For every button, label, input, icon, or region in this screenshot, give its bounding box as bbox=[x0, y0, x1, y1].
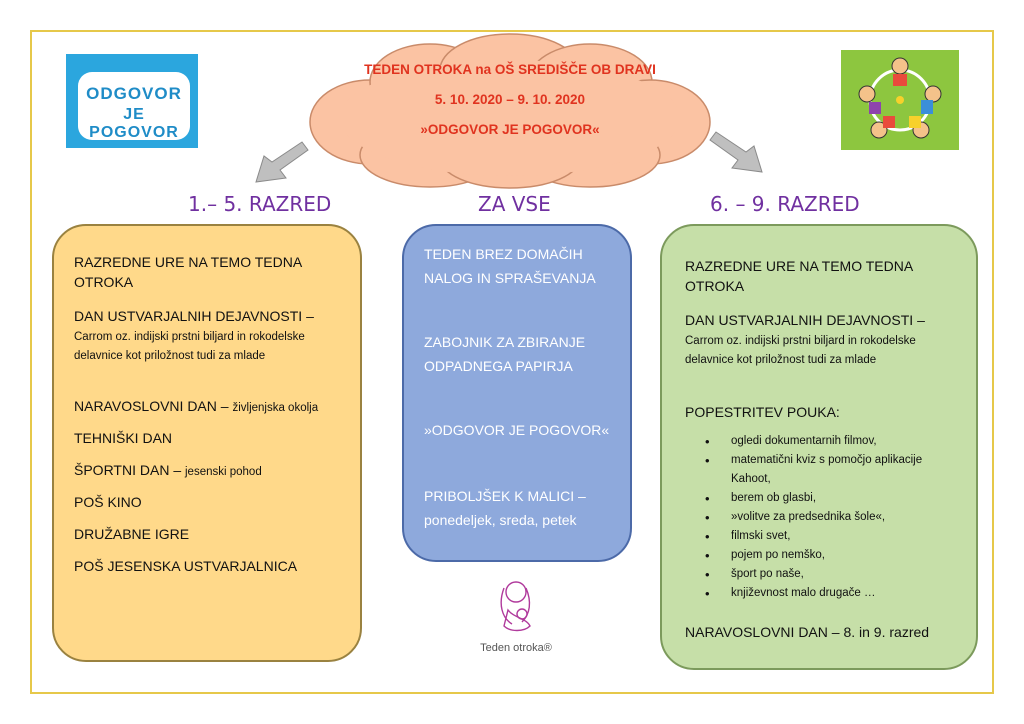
children-circle-icon bbox=[841, 50, 959, 150]
left-item-3-sub: življenjska okolja bbox=[232, 402, 319, 414]
title-cloud bbox=[300, 30, 720, 190]
left-item-3 bbox=[74, 396, 318, 418]
list-item: • matematični kviz s pomočjo aplikacije Kahoot, bbox=[705, 451, 935, 489]
list-item: • berem ob glasbi, bbox=[705, 489, 935, 508]
cloud-shape bbox=[300, 30, 720, 190]
right-item-4: NARAVOSLOVNI DAN – 8. in 9. razred bbox=[685, 624, 930, 640]
middle-item-1: TEDEN BREZ DOMAČIH NALOG IN SPRAŠEVANJA bbox=[424, 246, 596, 286]
left-item-3-main: NARAVOSLOVNI DAN – bbox=[74, 398, 229, 414]
middle-item-3: »ODGOVOR JE POGOVOR« bbox=[424, 422, 610, 438]
heading-grades-1-5: 1.– 5. RAZRED bbox=[188, 192, 332, 216]
popestritev-list bbox=[705, 432, 935, 603]
logo-line-1: ODGOVOR bbox=[86, 84, 182, 103]
right-item-3: POPESTRITEV POUKA: bbox=[685, 404, 840, 420]
list-item: • pojem po nemško, bbox=[705, 546, 935, 565]
cloud-dates: 5. 10. 2020 – 9. 10. 2020 bbox=[434, 92, 586, 107]
left-item-4: TEHNIŠKI DAN bbox=[74, 430, 173, 446]
left-item-2: DAN USTVARJALNIH DEJAVNOSTI – bbox=[74, 308, 314, 324]
left-item-2-sub: Carrom oz. indijski prstni biljard in rokodelske delavnice kot priložnost tudi za mlade bbox=[74, 331, 305, 362]
list-item: • ogledi dokumentarnih filmov, bbox=[705, 432, 935, 451]
down-left-arrow-icon bbox=[250, 136, 310, 186]
left-item-6: POŠ KINO bbox=[74, 494, 142, 510]
heading-grades-6-9: 6. – 9. RAZRED bbox=[710, 192, 860, 216]
left-item-7: DRUŽABNE IGRE bbox=[74, 526, 190, 542]
cloud-slogan: »ODGOVOR JE POGOVOR« bbox=[420, 122, 600, 137]
cloud-title: TEDEN OTROKA na OŠ SREDIŠČE OB DRAVI bbox=[364, 62, 656, 77]
left-item-5 bbox=[74, 460, 262, 482]
list-item: • »volitve za predsednika šole«, bbox=[705, 508, 935, 527]
right-item-2: DAN USTVARJALNIH DEJAVNOSTI – bbox=[685, 312, 925, 328]
logo-line-2: JE POGOVOR bbox=[89, 106, 179, 141]
teden-otroka-caption: Teden otroka® bbox=[480, 642, 552, 654]
list-item: • književnost malo drugače … bbox=[705, 584, 935, 603]
odgovor-logo bbox=[66, 54, 198, 148]
mother-child-icon bbox=[468, 574, 564, 640]
middle-item-2: ZABOJNIK ZA ZBIRANJE ODPADNEGA PAPIRJA bbox=[424, 334, 586, 374]
left-item-5-main: ŠPORTNI DAN – bbox=[74, 462, 182, 478]
list-item: • šport po naše, bbox=[705, 565, 935, 584]
heading-za-vse: ZA VSE bbox=[478, 192, 551, 216]
middle-item-4: PRIBOLJŠEK K MALICI – ponedeljek, sreda, petek bbox=[424, 488, 586, 528]
left-item-5-sub: jesenski pohod bbox=[185, 466, 262, 478]
left-item-1: RAZREDNE URE NA TEMO TEDNA OTROKA bbox=[74, 254, 302, 290]
left-item-8: POŠ JESENSKA USTVARJALNICA bbox=[74, 558, 298, 574]
down-right-arrow-icon bbox=[708, 126, 768, 176]
right-item-1: RAZREDNE URE NA TEMO TEDNA OTROKA bbox=[685, 258, 913, 294]
list-item: • filmski svet, bbox=[705, 527, 935, 546]
right-item-2-sub: Carrom oz. indijski prstni biljard in rokodelske delavnice kot priložnost tudi za mlade bbox=[685, 335, 916, 366]
